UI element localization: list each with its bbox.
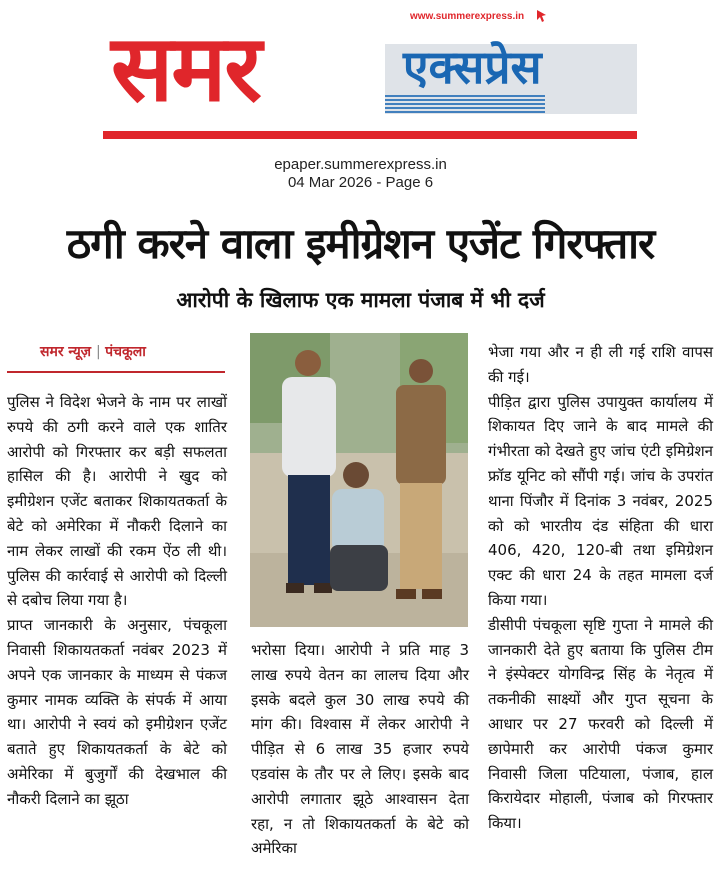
paragraph: भरोसा दिया। आरोपी ने प्रति माह 3 लाख रुपये वेतन का लालच दिया और इसके बदले कुल 30 लाख रुपये की मांग की। विश्वास में लेकर आरोपी ने पीड़ित से 6 लाख 35 हजार रुपये एडवांस के तौर पर ले लिए। इसके बाद आरोपी लगातार झूठे आश्वासन देता रहा, न तो शिकायतकर्ता के बेटे को अमेरिका <box>251 641 469 858</box>
article-column-middle <box>251 638 469 861</box>
byline-rule <box>7 371 225 373</box>
masthead-rule <box>103 131 637 139</box>
article-subheadline: आरोपी के खिलाफ एक मामला पंजाब में भी दर्ज <box>176 288 545 312</box>
masthead <box>103 9 637 139</box>
paragraph: भेजा गया और न ही ली गई राशि वापस की गई। <box>488 343 713 386</box>
byline-place: पंचकूला <box>105 344 146 360</box>
paragraph: पीड़ित द्वारा पुलिस उपायुक्त कार्यालय में शिकायत दिए जाने के बाद मामले की गंभीरता को देखते हुए जांच एंटी इमिग्रेशन फ्रॉड यूनिट को सौंपी गई। जांच के उपरांत थाना पिंजौर में दिनांक 3 नवंबर, 2025 को को भारतीय दंड संहिता की धारा 406, 420, 120-बी तथा इमिग्रेशन एक्ट की धारा 24 के तहत मामला दर्ज किया गया। <box>488 392 713 609</box>
paragraph: डीसीपी पंचकूला सृष्टि गुप्ता ने मामले की जानकारी देते हुए बताया कि पुलिस टीम ने इंस्पेक्टर योगविन्द्र सिंह के नेतृत्व में तकनीकी साक्ष्यों और गुप्त सूचना के आधार पर 27 फरवरी को दिल्ली में छापेमारी कर आरोपी पंकज कुमार निवासी जिला पटियाला, पंजाब, हाल किरायेदार मोहाली, पंजाब को गिरफ्तार किया। <box>488 615 713 833</box>
byline-separator: | <box>95 344 106 360</box>
edition-info <box>0 156 721 192</box>
edition-date-page: 04 Mar 2026 - Page 6 <box>287 174 434 191</box>
masthead-title-red: समर <box>111 15 260 122</box>
paragraph: पुलिस ने विदेश भेजने के नाम पर लाखों रुपये की ठगी करने वाले एक शातिर आरोपी को गिरफ्तार कर बड़ी सफलता हासिल की है। आरोपी ने खुद को इमीग्रेशन एजेंट बताकर शिकायतकर्ता के बेटे को अमेरिका में नौकरी दिलाने का नाम लेकर लाखों की रकम ऐंठ ली थी। पुलिस की कार्रवाई से आरोपी को दिल्ली से दबोच लिया गया है। <box>7 393 227 610</box>
masthead-url[interactable]: www.summerexpress.in <box>410 11 525 22</box>
byline <box>40 343 230 361</box>
article-column-right <box>488 340 713 836</box>
masthead-title-blue: एक्सप्रेस <box>403 40 542 94</box>
article-photo <box>250 333 468 627</box>
cursor-arrow-icon <box>535 9 555 23</box>
article-column-left <box>7 390 227 812</box>
edition-site[interactable]: epaper.summerexpress.in <box>274 156 447 173</box>
article-headline: ठगी करने वाला इमीग्रेशन एजेंट गिरफ्तार <box>66 219 655 268</box>
masthead-panel <box>103 9 637 121</box>
masthead-stripes <box>385 95 545 113</box>
paragraph: प्राप्त जानकारी के अनुसार, पंचकूला निवासी शिकायतकर्ता नवंबर 2023 में अपने एक जानकार के माध्यम से पंकज कुमार नामक व्यक्ति के संपर्क में आया था। आरोपी ने स्वयं को इमीग्रेशन एजेंट बताते हुए शिकायतकर्ता के बेटे को अमेरिका में बुजुर्गों की देखभाल की नौकरी दिलाने का झूठा <box>7 616 227 808</box>
byline-source: समर न्यूज़ <box>40 344 92 360</box>
